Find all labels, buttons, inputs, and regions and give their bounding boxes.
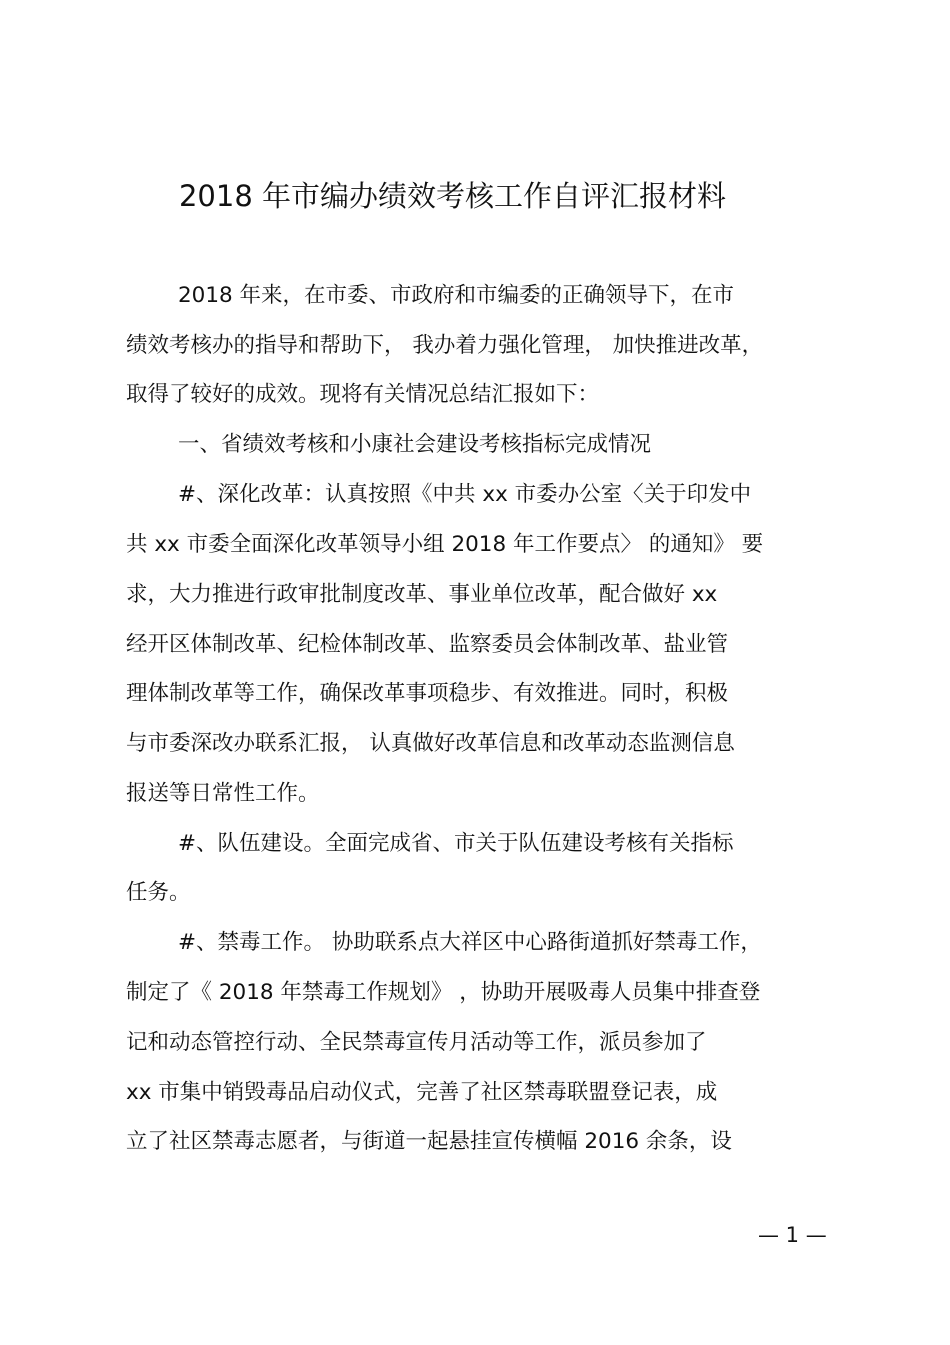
paragraph-line: 与市委深改办联系汇报， 认真做好改革信息和改革动态监测信息 xyxy=(126,731,735,756)
paragraph-line: 共 xx 市委全面深化改革领导小组 2018 年工作要点〉 的通知》 要 xyxy=(126,532,764,557)
paragraph-line: #、深化改革：认真按照《中共 xx 市委办公室〈关于印发中 xyxy=(178,482,752,507)
paragraph-line: 制定了《 2018 年禁毒工作规划》 ，协助开展吸毒人员集中排查登 xyxy=(126,980,761,1005)
paragraph-line: #、队伍建设。全面完成省、市关于队伍建设考核有关指标 xyxy=(178,831,734,856)
paragraph-line: 2018 年来，在市委、市政府和市编委的正确领导下，在市 xyxy=(178,283,735,308)
paragraph-line: 经开区体制改革、纪检体制改革、监察委员会体制改革、盐业管 xyxy=(126,632,729,657)
paragraph-line: 报送等日常性工作。 xyxy=(126,781,320,806)
paragraph-line: 立了社区禁毒志愿者，与街道一起悬挂宣传横幅 2016 余条，设 xyxy=(126,1129,732,1154)
paragraph-line: xx 市集中销毁毒品启动仪式，完善了社区禁毒联盟登记表，成 xyxy=(126,1080,718,1105)
paragraph-line: #、禁毒工作。 协助联系点大祥区中心路街道抓好禁毒工作， xyxy=(178,930,762,955)
paragraph-line: 取得了较好的成效。现将有关情况总结汇报如下： xyxy=(126,382,600,407)
paragraph-line: 任务。 xyxy=(126,880,191,905)
paragraph-line: 理体制改革等工作，确保改革事项稳步、有效推进。同时，积极 xyxy=(126,681,729,706)
document-title: 2018 年市编办绩效考核工作自评汇报材料 xyxy=(178,179,727,213)
page-number: — 1 — xyxy=(758,1223,827,1247)
paragraph-line: 绩效考核办的指导和帮助下， 我办着力强化管理， 加快推进改革， xyxy=(126,333,764,358)
section-heading: 一、省绩效考核和小康社会建设考核指标完成情况 xyxy=(178,432,652,457)
paragraph-line: 求，大力推进行政审批制度改革、事业单位改革，配合做好 xx xyxy=(126,582,718,607)
paragraph-line: 记和动态管控行动、全民禁毒宣传月活动等工作，派员参加了 xyxy=(126,1030,707,1055)
